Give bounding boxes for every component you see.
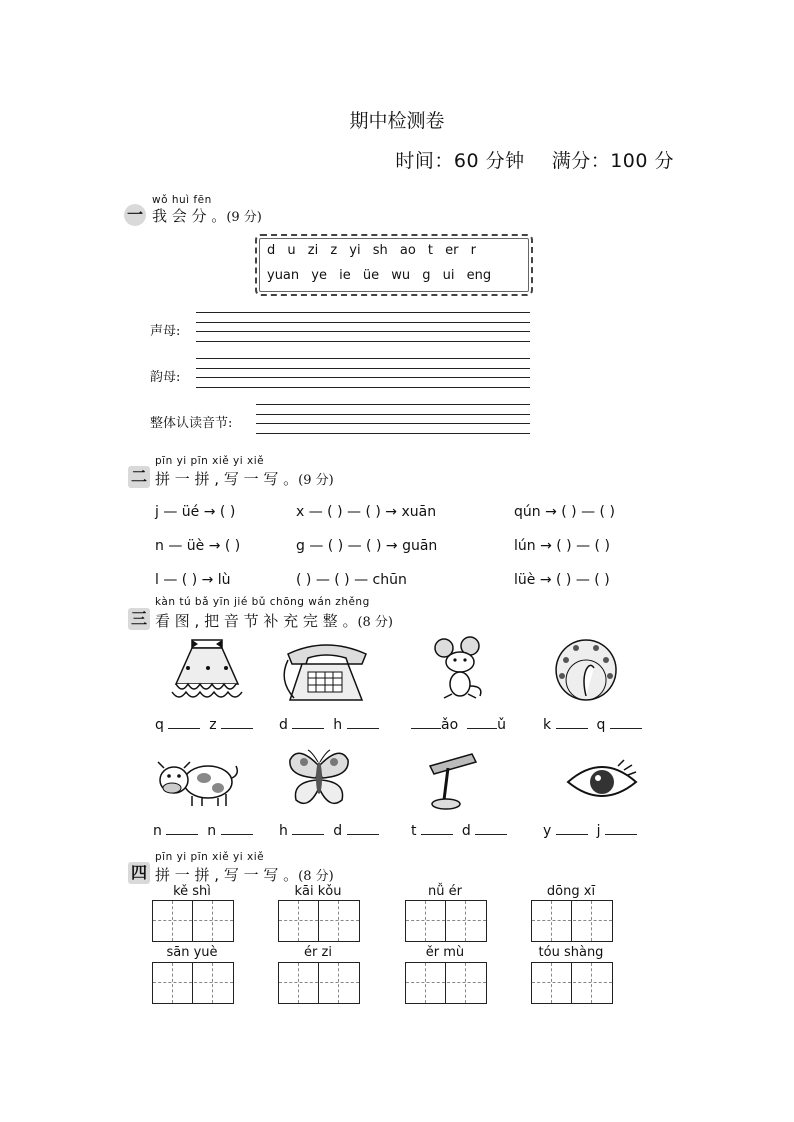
section1-title	[152, 205, 262, 226]
blank[interactable]	[610, 716, 642, 729]
blank[interactable]	[168, 716, 200, 729]
fill-row1-item3[interactable]	[411, 716, 506, 733]
word-pinyin: kāi kǒu	[294, 884, 342, 899]
part: q	[155, 717, 164, 733]
part: n	[153, 823, 162, 839]
exam-info	[395, 146, 674, 173]
part: q	[596, 717, 606, 733]
word-pinyin: ěr mù	[425, 945, 465, 960]
word-pinyin: nǚ ér	[428, 884, 462, 899]
word-pinyin: sān yuè	[166, 945, 218, 960]
exercise-line-3a[interactable]: l — ( ) → lù	[155, 572, 231, 588]
part: ǔ	[497, 717, 506, 733]
fill-row2-item1[interactable]	[153, 822, 253, 839]
section2-title-text: 拼 一 拼 , 写 一 写 。	[155, 470, 299, 488]
blank[interactable]	[411, 716, 441, 729]
page-title: 期中检测卷	[349, 110, 445, 132]
finals-label: 韵母:	[150, 370, 181, 385]
section3-title	[155, 610, 393, 631]
blank[interactable]	[166, 822, 198, 835]
exercise-line-3b[interactable]: ( ) — ( ) — chūn	[296, 572, 407, 588]
blank[interactable]	[221, 716, 253, 729]
exercise-line-3c[interactable]: lüè → ( ) — ( )	[514, 572, 610, 588]
writing-grid[interactable]	[152, 900, 234, 942]
section4-title	[155, 864, 334, 885]
fill-row2-item4[interactable]	[543, 822, 637, 839]
part: d	[279, 717, 288, 733]
mouse-icon	[430, 636, 490, 702]
section2-pinyin: pīn yi pīn xiě yi xiě	[155, 455, 265, 467]
fill-row1-item2[interactable]	[279, 716, 379, 733]
blank[interactable]	[292, 822, 324, 835]
part: y	[543, 823, 552, 839]
part: h	[279, 823, 288, 839]
blank[interactable]	[556, 822, 588, 835]
fill-row1-item1[interactable]	[155, 716, 253, 733]
letters-row2: yuan ye ie üe wu g ui eng	[267, 268, 492, 283]
section1-pinyin: wǒ huì fēn	[152, 194, 212, 206]
section3-score: (8 分)	[357, 615, 394, 630]
word-pinyin: tóu shàng	[538, 945, 604, 960]
exercise-line-2b[interactable]: g — ( ) — ( ) → guān	[296, 538, 438, 554]
exercise-line-1b[interactable]: x — ( ) — ( ) → xuān	[296, 504, 437, 520]
blank[interactable]	[605, 822, 637, 835]
section2-number: 二	[128, 466, 150, 488]
writing-grid[interactable]	[531, 900, 613, 942]
section3-number: 三	[128, 608, 150, 630]
initials-label: 声母:	[150, 324, 181, 339]
section4-score: (8 分)	[298, 869, 334, 884]
writing-grid[interactable]	[531, 962, 613, 1004]
telephone-icon	[280, 640, 370, 704]
section1-title-text: 我 会 分 。	[152, 207, 227, 225]
word-pinyin: kě shì	[173, 884, 211, 899]
exercise-line-2a[interactable]: n — üè → ( )	[155, 538, 241, 554]
part: ǎo	[441, 717, 459, 733]
blank[interactable]	[475, 822, 507, 835]
blank[interactable]	[347, 716, 379, 729]
writing-grid[interactable]	[278, 962, 360, 1004]
part: h	[333, 717, 343, 733]
writing-grid[interactable]	[152, 962, 234, 1004]
part: n	[207, 823, 217, 839]
blank[interactable]	[221, 822, 253, 835]
eye-icon	[564, 758, 640, 806]
score-info: 满分：100 分	[551, 150, 674, 172]
exercise-line-1a[interactable]: j — üé → ( )	[155, 504, 236, 520]
finals-answer-lines[interactable]	[196, 358, 530, 388]
section2-title	[155, 468, 334, 489]
skirt-icon	[168, 638, 248, 702]
fill-row2-item2[interactable]	[279, 822, 379, 839]
section1-number: 一	[124, 204, 146, 226]
exercise-line-2c[interactable]: lún → ( ) — ( )	[514, 538, 610, 554]
time-info: 时间：60 分钟	[395, 150, 525, 172]
letter-box	[255, 234, 533, 296]
section2-score: (9 分)	[298, 473, 334, 488]
part: z	[209, 717, 217, 733]
desk-lamp-icon	[424, 752, 480, 812]
part: j	[596, 823, 601, 839]
fill-row1-item4[interactable]	[543, 716, 642, 733]
word-pinyin: ér zi	[304, 945, 332, 960]
blank[interactable]	[347, 822, 379, 835]
section4-title-text: 拼 一 拼 , 写 一 写 。	[155, 866, 299, 884]
cow-icon	[156, 756, 238, 808]
part: t	[411, 823, 417, 839]
word-pinyin: dōng xī	[546, 884, 596, 899]
fill-row2-item3[interactable]	[411, 822, 507, 839]
part: d	[333, 823, 343, 839]
peacock-icon	[552, 638, 620, 702]
whole-syllable-label: 整体认读音节:	[150, 416, 233, 431]
butterfly-icon	[288, 746, 350, 810]
blank[interactable]	[467, 716, 497, 729]
writing-grid[interactable]	[405, 962, 487, 1004]
exercise-line-1c[interactable]: qún → ( ) — ( )	[514, 504, 615, 520]
section4-pinyin: pīn yi pīn xiě yi xiě	[155, 851, 265, 863]
part: d	[461, 823, 471, 839]
blank[interactable]	[292, 716, 324, 729]
section4-number: 四	[128, 862, 150, 884]
blank[interactable]	[556, 716, 588, 729]
writing-grid[interactable]	[405, 900, 487, 942]
blank[interactable]	[421, 822, 453, 835]
letters-row1: d u zi z yi sh ao t er r	[267, 243, 476, 258]
section3-title-text: 看 图 , 把 音 节 补 充 完 整 。	[155, 612, 358, 630]
writing-grid[interactable]	[278, 900, 360, 942]
whole-syllable-answer-lines[interactable]	[256, 404, 530, 434]
initials-answer-lines[interactable]	[196, 312, 530, 342]
section3-pinyin: kàn tú bǎ yīn jié bǔ chōng wán zhěng	[155, 596, 370, 608]
part: k	[543, 717, 552, 733]
section1-score: (9 分)	[226, 210, 262, 225]
